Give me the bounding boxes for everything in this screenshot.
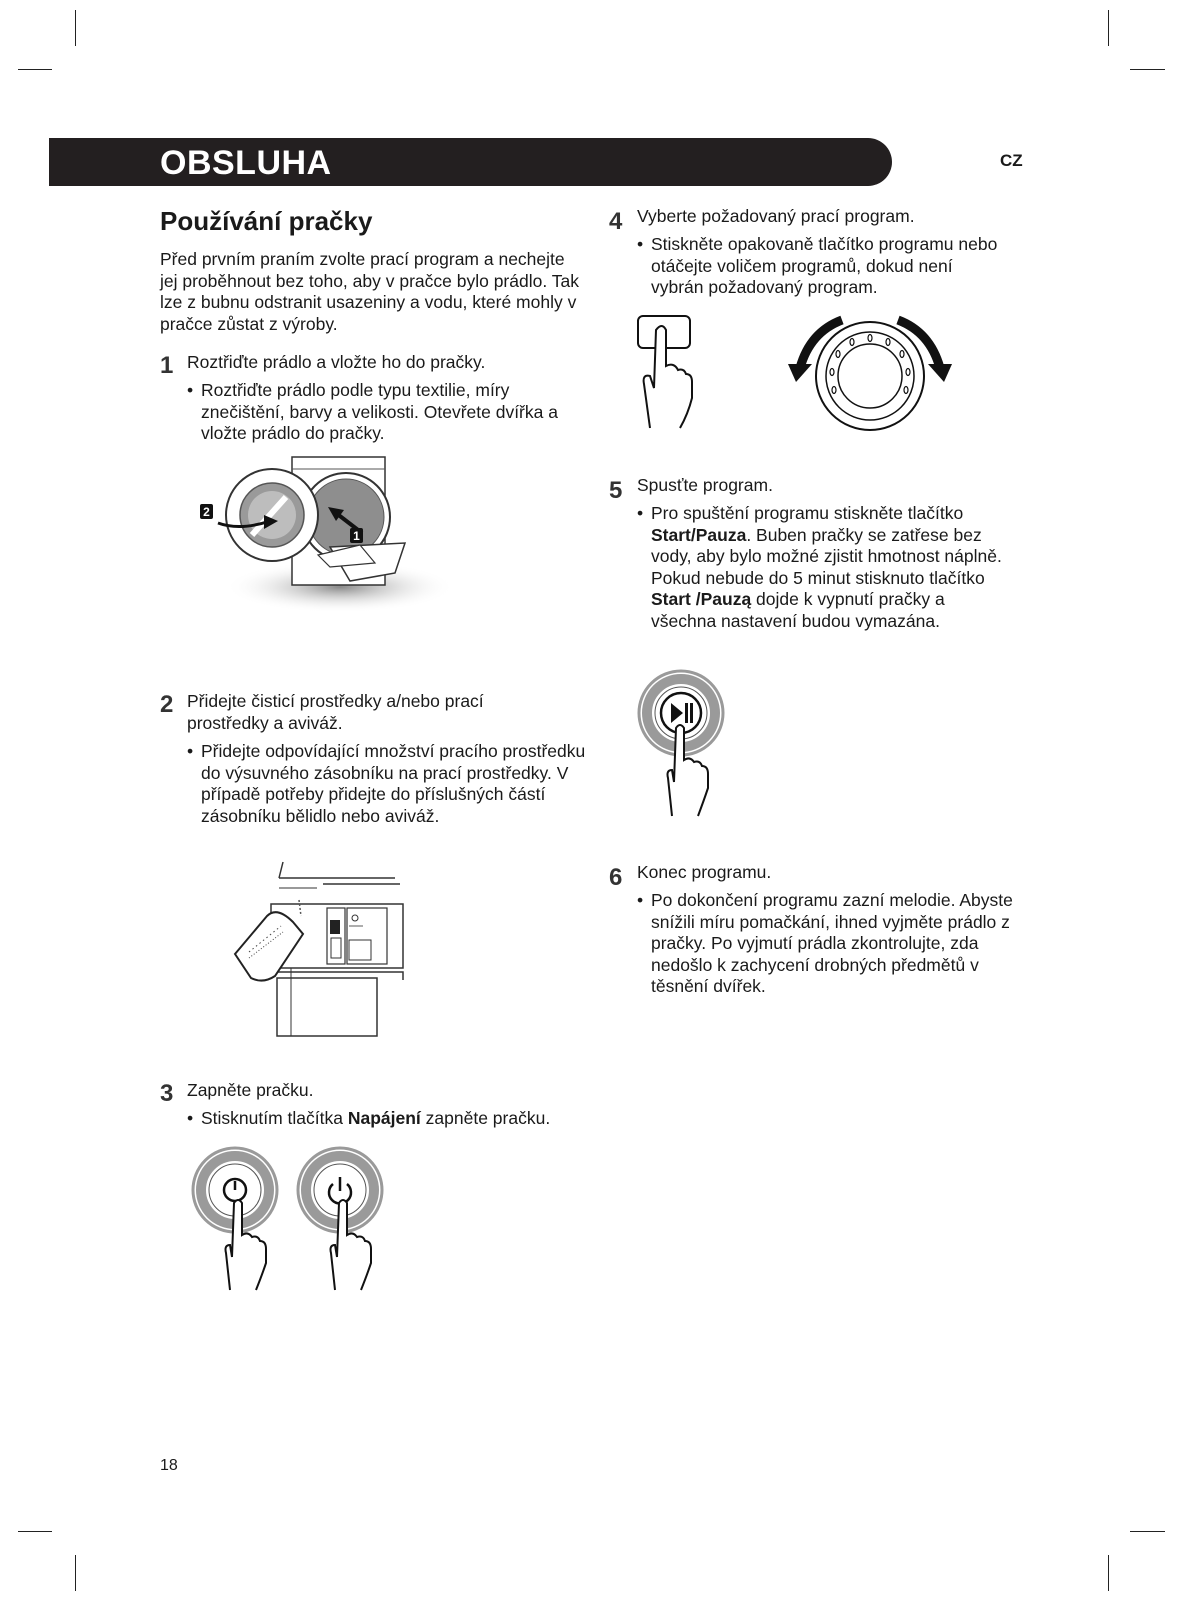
intro-paragraph: Před prvním praním zvolte prací program a nechejte jej proběhnout bez toho, aby v pračce bylo prádlo. Tak lze z bubnu odstranit usazeniny a vodu, které mohly v pračce zůstat z výroby. [160,249,579,334]
step-bullet [187,380,581,445]
crop-mark [18,69,52,70]
callout-label: 1 [353,529,360,543]
crop-mark [1130,1531,1165,1532]
bullet-dot: • [187,380,194,400]
bullet-dot: • [187,741,194,761]
step-title: Zapněte pračku. [187,1080,314,1100]
bullet-bold: Start /Pauzą [651,589,752,609]
language-code: CZ [1000,151,1023,170]
bullet-dot: • [187,1108,194,1128]
step-number: 4 [609,208,623,235]
power-button-press-illustration [190,1145,390,1295]
crop-mark [1130,69,1165,70]
step-number: 3 [160,1080,174,1107]
crop-mark [75,10,76,46]
page-title: OBSLUHA [160,144,332,182]
bullet-bold: Napájení [347,1108,421,1128]
bullet-text: Po dokončení programu zazní melodie. Abyste snížili míru pomačkání, ihned vyjměte prádlo z pračky. Po vyjmutí prádla zkontrolujte, zda nedošlo k zachycení drobných předmětů v těsnění dvířek. [651,890,1013,996]
step-bullet [637,503,1014,632]
bullet-text: Stisknutím tlačítka [201,1108,348,1128]
load-laundry-illustration [200,455,460,620]
bullet-text: Roztřiďte prádlo podle typu textilie, míry znečištění, barvy a velikosti. Otevřete dvířka a vložte prádlo do pračky. [201,380,558,443]
bullet-text: Stiskněte opakovaně tlačítko programu nebo otáčejte voličem programů, dokud není vybrán požadovaný program. [651,234,998,297]
bullet-dot: • [637,890,644,910]
callout-label: 2 [203,505,210,519]
program-button-press-illustration [636,314,698,430]
step-bullet [187,741,596,827]
bullet-text: zapněte pračku. [420,1108,551,1128]
bullet-dot: • [637,234,644,254]
section-title: Používání pračky [160,206,373,236]
step-title: Spusťte program. [637,475,773,495]
detergent-drawer-illustration [235,860,405,1040]
page-number: 18 [160,1457,178,1474]
bullet-text: dojde k vypnutí pračky a všechna nastavení budou vymazána. [651,589,945,631]
crop-mark [1108,10,1109,46]
bullet-text: Pro spuštění programu stiskněte tlačítko [651,503,964,523]
bullet-dot: • [637,503,644,523]
bullet-text: . Buben pračky se zatřese bez vody, aby bylo možné zjistit hmotnost náplně. Pokud nebude do 5 minut stisknuto tlačítko [651,524,1002,588]
step-bullet [637,234,1006,299]
step-number: 5 [609,477,623,504]
step-title: Konec programu. [637,862,772,882]
step-number: 2 [160,691,174,718]
step-title: Vyberte požadovaný prací program. [637,206,915,226]
start-pause-press-illustration [636,668,731,818]
crop-mark [18,1531,52,1532]
bullet-bold: Start/Pauza [651,524,747,545]
step-bullet [637,890,1031,998]
crop-mark [75,1555,76,1591]
step-bullet [187,1108,621,1130]
bullet-text: Přidejte odpovídající množství pracího prostředku do výsuvného zásobníku na prací prostředky. V případě potřeby přidejte do příslušných částí zásobníku bělidlo nebo aviváž. [201,741,586,826]
step-number: 1 [160,352,174,379]
step-number: 6 [609,864,623,891]
program-dial-illustration [790,316,950,432]
step-title: Roztřiďte prádlo a vložte ho do pračky. [187,352,486,372]
step-title: Přidejte čisticí prostředky a/nebo prací prostředky a aviváž. [187,691,484,733]
crop-mark [1108,1555,1109,1591]
